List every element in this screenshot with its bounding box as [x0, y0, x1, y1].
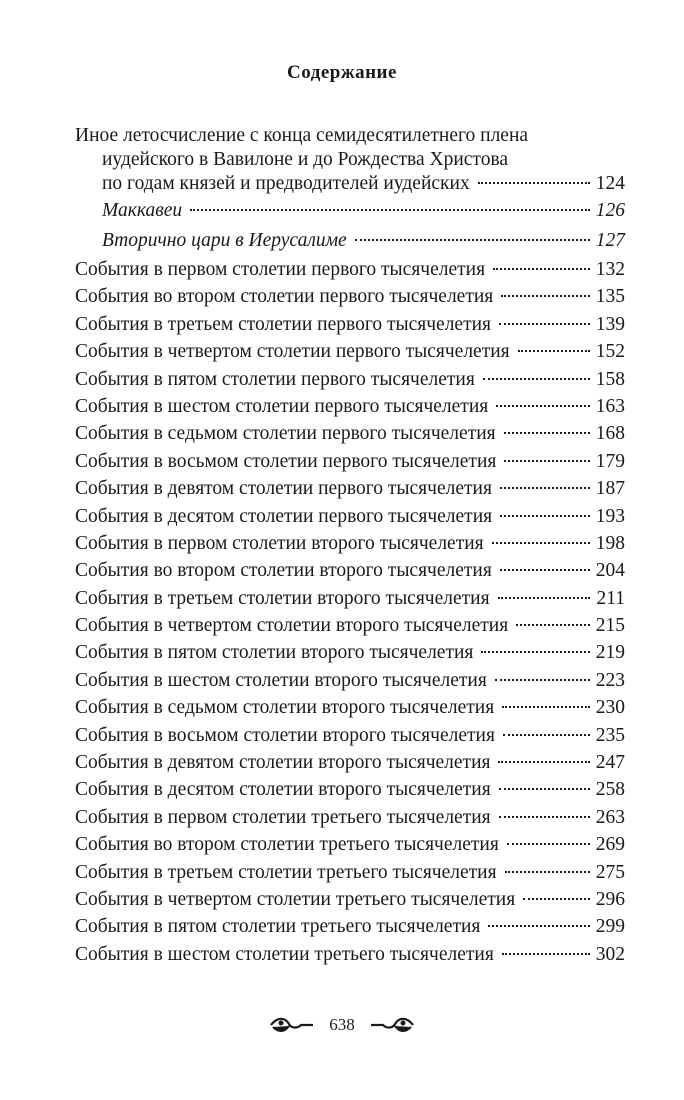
- toc-entry-title: События в первом столетии второго тысячелетия: [75, 532, 484, 554]
- dot-leader: [500, 569, 590, 571]
- toc-entry-title: События в первом столетии третьего тысячелетия: [75, 806, 491, 828]
- toc-entry-title: События в шестом столетии первого тысячелетия: [75, 395, 489, 417]
- dot-leader: [355, 239, 590, 241]
- toc-entry-page: 223: [595, 669, 625, 691]
- toc-entry: [75, 475, 625, 502]
- toc-entry-title: События в седьмом столетии второго тысячелетия: [75, 697, 495, 719]
- toc-entry-page: 193: [595, 505, 625, 527]
- dot-leader: [500, 515, 590, 517]
- page-title: Содержание: [287, 62, 397, 83]
- toc-entry-title: События в четвертом столетии второго тысячелетия: [75, 615, 509, 637]
- toc-entry-title: События во втором столетии второго тысячелетия: [75, 560, 492, 582]
- toc-entry: [75, 338, 625, 365]
- dot-leader: [500, 487, 590, 489]
- toc-entry: [75, 366, 625, 393]
- toc-entry: [75, 420, 625, 447]
- toc-entry-title: События во втором столетии третьего тысячелетия: [75, 834, 499, 856]
- toc-entry-title: События в седьмом столетии первого тысячелетия: [75, 423, 496, 445]
- dot-leader: [502, 953, 590, 955]
- toc-entry: [75, 585, 625, 612]
- dot-leader: [483, 378, 590, 380]
- dot-leader: [505, 871, 590, 873]
- toc-entry-page: 158: [595, 368, 625, 390]
- toc-entry-page: 139: [595, 313, 625, 335]
- dot-leader: [495, 679, 590, 681]
- dot-leader: [516, 624, 590, 626]
- toc-entry-page: 168: [595, 423, 625, 445]
- dot-leader: [496, 405, 590, 407]
- toc-entry: [102, 226, 625, 256]
- toc-entry-page: 204: [595, 560, 625, 582]
- left-ornament-icon: [269, 1015, 315, 1035]
- page-number: 638: [329, 1015, 355, 1034]
- toc-entry-page: 269: [595, 834, 625, 856]
- toc-entry: [75, 393, 625, 420]
- table-of-contents: [75, 124, 625, 968]
- toc-entry: [75, 694, 625, 721]
- toc-entry-page: 135: [595, 286, 625, 308]
- dot-leader: [499, 323, 590, 325]
- dot-leader: [503, 734, 590, 736]
- toc-entry-page: 179: [595, 450, 625, 472]
- toc-entry-page: 187: [595, 478, 625, 500]
- dot-leader: [501, 295, 589, 297]
- dot-leader: [498, 597, 591, 599]
- toc-entry-title: События в восьмом столетии второго тысячелетия: [75, 724, 495, 746]
- toc-entry-title: Маккавеи: [102, 200, 183, 221]
- dot-leader: [493, 268, 590, 270]
- toc-entry-page: 163: [595, 395, 625, 417]
- toc-entry-title: События в пятом столетии третьего тысячелетия: [75, 916, 481, 938]
- toc-entry-title: События в третьем столетии третьего тысячелетия: [75, 861, 497, 883]
- toc-entry-title: События в третьем столетии первого тысячелетия: [75, 313, 492, 335]
- toc-entry: [75, 913, 625, 940]
- dot-leader: [507, 843, 590, 845]
- page-footer: [0, 1015, 684, 1035]
- toc-entry-title: События в третьем столетии второго тысячелетия: [75, 587, 490, 609]
- toc-entry-page: 211: [596, 587, 625, 609]
- toc-entry: [75, 557, 625, 584]
- toc-entry: [75, 503, 625, 530]
- toc-entries: [75, 256, 625, 968]
- dot-leader: [502, 706, 590, 708]
- toc-entry: [75, 448, 625, 475]
- toc-entry-title: События в девятом столетии второго тысячелетия: [75, 752, 491, 774]
- toc-entry: [75, 530, 625, 557]
- toc-entry-title: События в десятом столетии первого тысячелетия: [75, 505, 493, 527]
- toc-entry: [75, 639, 625, 666]
- toc-intro-entry: [75, 124, 625, 196]
- toc-entry-page: 299: [595, 916, 625, 938]
- toc-entry-title: События в четвертом столетии первого тысячелетия: [75, 341, 510, 363]
- toc-entry-title: События в первом столетии первого тысячелетия: [75, 259, 486, 280]
- toc-entry-title: События в девятом столетии первого тысячелетия: [75, 478, 492, 500]
- toc-intro-line-3: [75, 172, 625, 196]
- toc-entry-title: События в десятом столетии второго тысячелетия: [75, 779, 491, 801]
- toc-entry: [75, 941, 625, 968]
- dot-leader: [190, 209, 590, 211]
- toc-entry: [75, 256, 625, 283]
- dot-leader: [504, 432, 590, 434]
- dot-leader: [518, 350, 590, 352]
- toc-entry: [75, 667, 625, 694]
- toc-entry: [75, 722, 625, 749]
- toc-entry-page: 219: [595, 642, 625, 664]
- toc-entry: [75, 804, 625, 831]
- dot-leader: [499, 788, 590, 790]
- dot-leader: [481, 651, 589, 653]
- toc-entry: [102, 196, 625, 226]
- dot-leader: [498, 761, 589, 763]
- toc-entry-page: 247: [595, 752, 625, 774]
- toc-entry-title: События в пятом столетии второго тысячелетия: [75, 642, 474, 664]
- toc-entry: [75, 311, 625, 338]
- toc-entry-title: Вторично цари в Иерусалиме: [102, 230, 347, 251]
- dot-leader: [478, 182, 590, 184]
- toc-entry-page: 263: [595, 806, 625, 828]
- dot-leader: [523, 898, 590, 900]
- toc-entry-page: 230: [595, 697, 625, 719]
- toc-entry-page: 132: [595, 259, 625, 280]
- toc-entry-title: События в четвертом столетии третьего тысячелетия: [75, 888, 516, 910]
- toc-intro-line-2: иудейского в Вавилоне и до Рождества Христова: [102, 149, 509, 170]
- toc-entry-page: 152: [595, 341, 625, 363]
- toc-entry-title: События в восьмом столетии первого тысячелетия: [75, 450, 497, 472]
- toc-entry: [75, 886, 625, 913]
- toc-entry-page: 198: [595, 532, 625, 554]
- toc-subentries: [75, 196, 625, 256]
- dot-leader: [492, 542, 590, 544]
- toc-entry: [75, 831, 625, 858]
- toc-entry-title: События в шестом столетии второго тысячелетия: [75, 669, 487, 691]
- dot-leader: [499, 816, 590, 818]
- toc-entry-page: 126: [595, 200, 625, 221]
- toc-entry: [75, 283, 625, 310]
- dot-leader: [488, 925, 589, 927]
- dot-leader: [504, 460, 589, 462]
- toc-entry-page: 275: [595, 861, 625, 883]
- toc-entry-title: по годам князей и предводителей иудейских: [102, 173, 470, 194]
- toc-entry-title: События в шестом столетии третьего тысячелетия: [75, 943, 494, 965]
- toc-entry: [75, 776, 625, 803]
- toc-entry: [75, 612, 625, 639]
- right-ornament-icon: [369, 1015, 415, 1035]
- toc-entry-page: 124: [595, 173, 625, 194]
- toc-entry-page: 215: [595, 615, 625, 637]
- toc-entry-page: 296: [595, 888, 625, 910]
- toc-entry-title: События в пятом столетии первого тысячелетия: [75, 368, 475, 390]
- toc-entry-page: 127: [595, 230, 625, 251]
- toc-entry-page: 258: [595, 779, 625, 801]
- toc-entry-page: 302: [595, 943, 625, 965]
- toc-entry: [75, 749, 625, 776]
- toc-entry-page: 235: [595, 724, 625, 746]
- toc-entry: [75, 859, 625, 886]
- toc-entry-title: События во втором столетии первого тысячелетия: [75, 286, 494, 308]
- toc-intro-line-1: Иное летосчисление с конца семидесятилетнего плена: [75, 125, 529, 146]
